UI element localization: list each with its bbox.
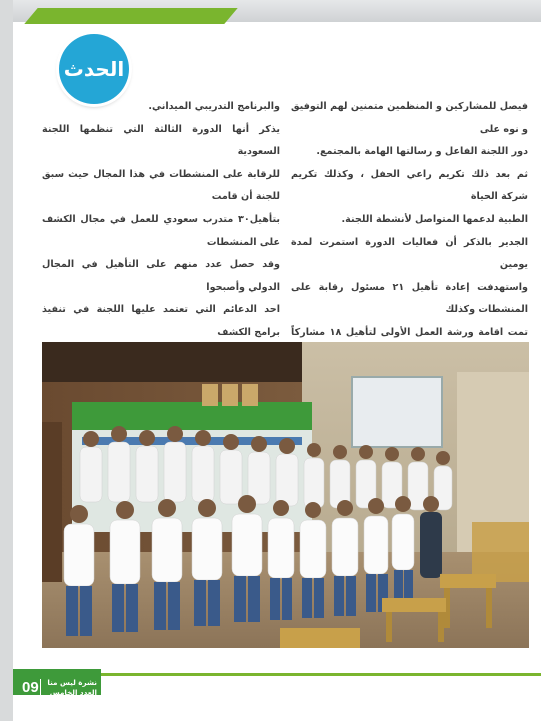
article-line: الجدير بالذكر أن فعاليات الدورة استمرت لمدة يومين — [291, 236, 528, 271]
article-line: الطبية لدعمها المتواصل لأنشطة اللجنة. — [341, 213, 528, 225]
article-line: تمت اقامة ورشة العمل الأولى لتأهيل ١٨ مشاركاً — [291, 326, 528, 338]
green-corner-band — [24, 8, 237, 24]
article-line: فيصل للمشاركين و المنظمين متمنين لهم التوفيق و نوه على — [291, 101, 528, 135]
publication-name: نشرة ليس منا — [47, 678, 97, 687]
page-number: 09 — [22, 679, 39, 696]
footer-publication — [45, 678, 97, 708]
article-line: والبرنامج التدريبي الميداني. — [148, 101, 280, 112]
footer-badge — [13, 669, 101, 707]
article-line: واستهدفت إعادة تأهيل ٢١ مسئول رقابة على المنشطات وكذلك — [291, 281, 528, 316]
page-footer — [13, 662, 541, 721]
section-title: الحدث — [63, 57, 125, 81]
footer-divider — [40, 679, 41, 699]
group-photo — [42, 342, 529, 648]
issue-label: العدد الخامس عشر — [49, 688, 97, 707]
group-photo-illustration — [42, 342, 529, 648]
magazine-page — [13, 0, 541, 721]
article-line: وقد حصل عدد منهم على التأهيل في المجال الدولي وأصبحوا — [42, 259, 280, 293]
section-badge — [59, 34, 129, 104]
article-line: بتأهيل٣٠ متدرب سعودي للعمل في مجال الكشف على المنشطات — [42, 213, 280, 248]
article-line: دور اللجنة الفاعل و رسالتها الهامة بالمجتمع. — [316, 146, 528, 158]
article-line: احد الدعائم التي تعتمد عليها اللجنة في تنفيذ برامج الكشف — [42, 304, 280, 338]
article-line: يذكر أنها الدورة الثالثة التي تنظمها اللجنة السعودية — [42, 123, 280, 158]
article-line: ثم بعد ذلك تكريم راعي الحفل ، وكذلك تكريم شركة الحياة — [291, 168, 528, 203]
article-line: للرقابة على المنشطات في هذا المجال حيث سبق للجنة أن قامت — [42, 168, 280, 203]
